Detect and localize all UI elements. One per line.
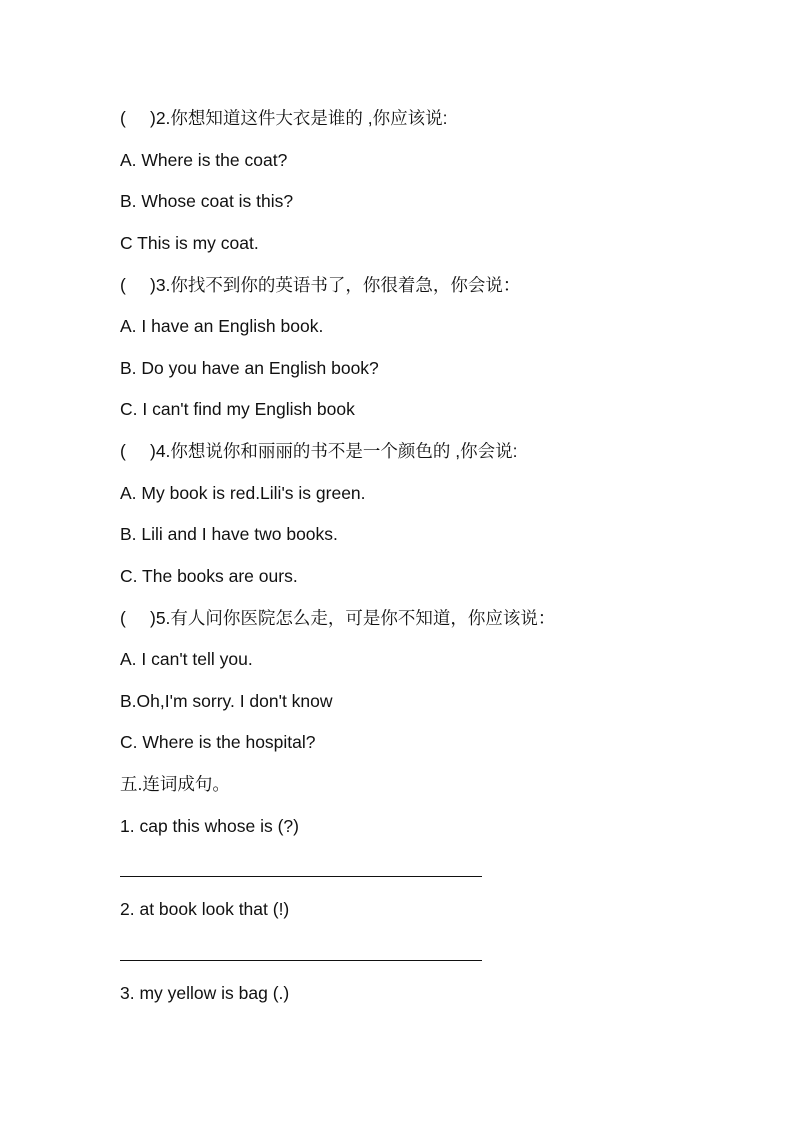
question-5-stem <box>120 606 555 630</box>
option-a: A. My book is red.Lili's is green. <box>120 483 366 503</box>
option-a: A. Where is the coat? <box>120 150 288 170</box>
question-2-stem <box>120 106 448 130</box>
question-text: )4.你想说你和丽丽的书不是一个颜色的 ,你会说: <box>150 441 518 461</box>
question-text: )3.你找不到你的英语书了，你很着急，你会说： <box>150 275 521 295</box>
answer-paren: ( <box>120 275 126 295</box>
question-3-stem <box>120 273 520 297</box>
answer-paren: ( <box>120 108 126 128</box>
option-c: C. The books are ours. <box>120 566 298 586</box>
option-b: B. Do you have an English book? <box>120 358 379 378</box>
option-c: C. I can't find my English book <box>120 399 355 419</box>
answer-paren: ( <box>120 441 126 461</box>
answer-paren: ( <box>120 608 126 628</box>
question-4-stem <box>120 439 518 463</box>
question-text: )2.你想知道这件大衣是谁的 ,你应该说: <box>150 108 448 128</box>
question-text: )5.有人问你医院怎么走，可是你不知道，你应该说： <box>150 608 556 628</box>
section-title: 五.连词成句。 <box>120 774 230 794</box>
option-b: B. Lili and I have two books. <box>120 524 338 544</box>
sentence-item-2: 2. at book look that (!) <box>120 899 290 919</box>
option-b: B. Whose coat is this? <box>120 191 294 211</box>
option-a: A. I can't tell you. <box>120 649 253 669</box>
option-c: C This is my coat. <box>120 233 259 253</box>
option-c: C. Where is the hospital? <box>120 732 316 752</box>
sentence-item-3: 3. my yellow is bag (.) <box>120 983 290 1003</box>
option-a: A. I have an English book. <box>120 316 324 336</box>
answer-blank-line[interactable] <box>120 960 482 961</box>
option-b: B.Oh,I'm sorry. I don't know <box>120 691 333 711</box>
answer-blank-line[interactable] <box>120 876 482 877</box>
sentence-item-1: 1. cap this whose is (?) <box>120 816 299 836</box>
